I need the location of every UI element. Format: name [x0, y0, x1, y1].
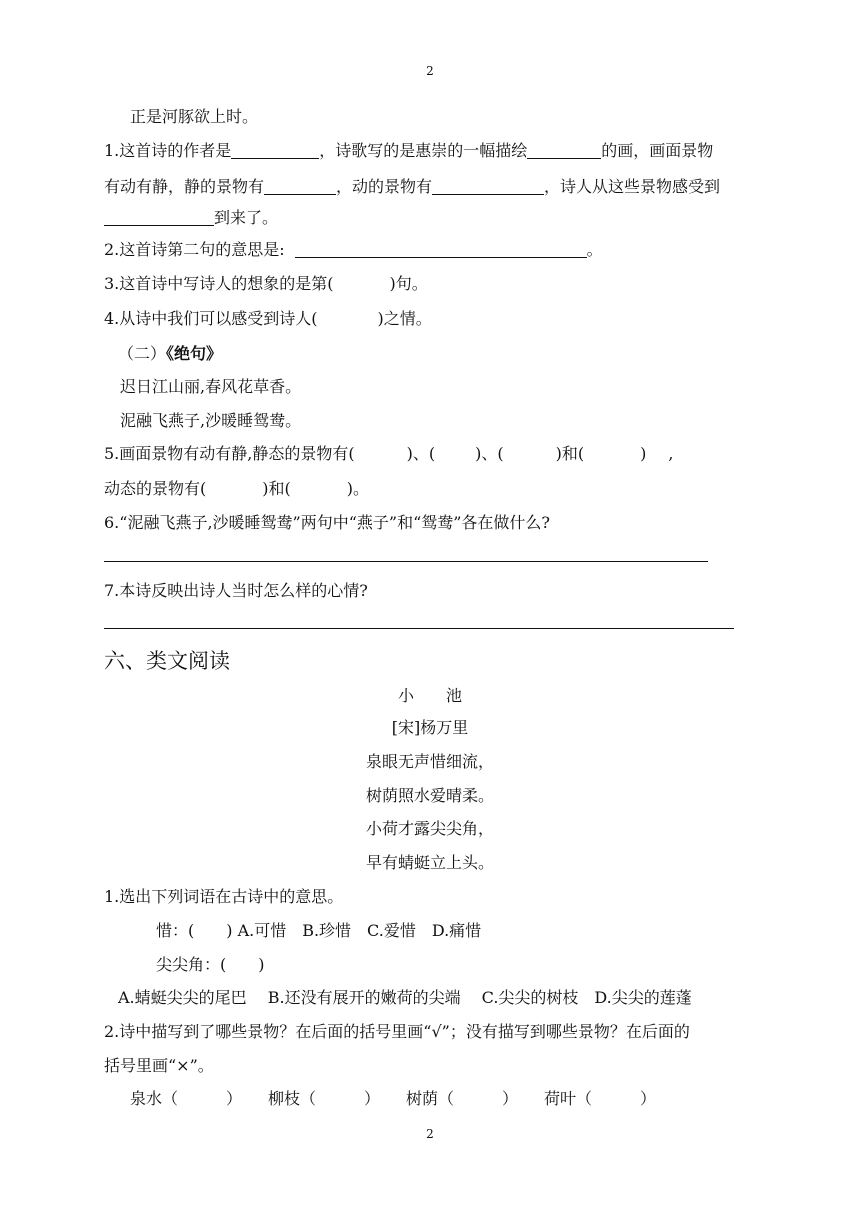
poem3-line-2: 树荫照水爱晴柔。 [365, 786, 494, 805]
scene-item: 树荫（ ） [406, 1089, 519, 1108]
reading-question-1: 1.选出下列词语在古诗中的意思。 [104, 887, 344, 906]
reading-question-1-jianjianjiao: 尖尖角：( ) [156, 955, 265, 974]
poem3-line-3: 小荷才露尖尖角， [365, 819, 494, 838]
poem3-author: [宋]杨万里 [391, 718, 469, 737]
scene-item: 荷叶（ ） [544, 1089, 657, 1108]
scene-item: 泉水（ ） [130, 1089, 243, 1108]
answer-blank[interactable] [231, 142, 319, 159]
question-4: 4.从诗中我们可以感受到诗人( )之情。 [104, 309, 432, 328]
answer-blank[interactable] [264, 178, 336, 195]
reading-question-2-line-2: 括号里画“×”。 [104, 1056, 214, 1075]
poem3-line-4: 早有蜻蜓立上头。 [365, 853, 494, 872]
poem1-last-line: 正是河豚欲上时。 [130, 107, 259, 126]
poem2-line-2: 泥融飞燕子,沙暖睡鸳鸯。 [120, 411, 302, 430]
question-5-line-2: 动态的景物有( )和( )。 [104, 479, 369, 498]
question-1-line-1: 1.这首诗的作者是 ，诗歌写的是惠崇的一幅描绘 的画，画面景物 [104, 141, 714, 160]
scene-item: 柳枝（ ） [268, 1089, 381, 1108]
answer-line[interactable] [104, 628, 734, 629]
answer-blank[interactable] [104, 209, 214, 226]
reading-question-1-options: A.蜻蜓尖尖的尾巴 B.还没有展开的嫩荷的尖端 C.尖尖的树枝 D.尖尖的莲蓬 [118, 988, 692, 1007]
question-5-line-1: 5.画面景物有动有静,静态的景物有( )、( )、( )和( ) , [104, 444, 674, 463]
poem3-line-1: 泉眼无声惜细流， [365, 752, 494, 771]
reading-question-1-xi: 惜：( ) A.可惜 B.珍惜 C.爱惜 D.痛惜 [156, 921, 482, 940]
question-1-line-2: 有动有静，静的景物有 ，动的景物有 ，诗人从这些景物感受到 [104, 177, 721, 196]
answer-blank[interactable] [527, 142, 601, 159]
question-2: 2.这首诗第二句的意思是: 。 [104, 240, 603, 259]
answer-blank[interactable] [432, 178, 544, 195]
reading-question-2-line-1: 2.诗中描写到了哪些景物？在后面的括号里画“√”；没有描写到哪些景物？在后面的 [104, 1022, 690, 1041]
poem2-title: （二）《绝句》 [118, 344, 223, 363]
question-3: 3.这首诗中写诗人的想象的是第( )句。 [104, 274, 428, 293]
section-heading: 六、类文阅读 [104, 649, 230, 673]
answer-blank[interactable] [295, 241, 587, 258]
question-7: 7.本诗反映出诗人当时怎么样的心情? [104, 581, 368, 600]
answer-line[interactable] [104, 561, 708, 562]
question-1-line-3: 到来了。 [104, 208, 278, 228]
poem2-line-1: 迟日江山丽,春风花草香。 [120, 377, 302, 396]
page-number-top: 2 [426, 64, 434, 78]
question-6: 6.“泥融飞燕子,沙暖睡鸳鸯”两句中“燕子”和“鸳鸯”各在做什么? [104, 513, 551, 532]
page-number-bottom: 2 [426, 1127, 434, 1141]
poem3-title: 小 池 [397, 686, 462, 705]
